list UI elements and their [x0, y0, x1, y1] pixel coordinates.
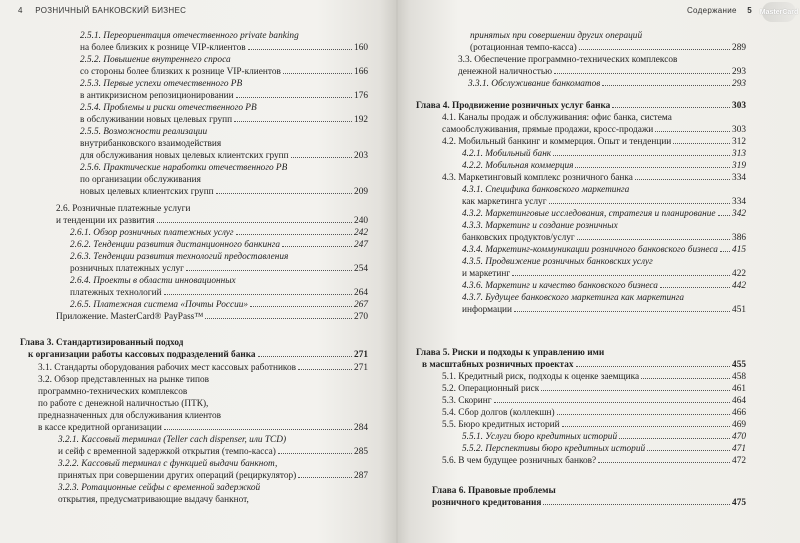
toc-entry-title: к организации работы кассовых подразделений банка [28, 350, 256, 360]
toc-entry-title: 5.4. Сбор долгов (коллекшн) [442, 408, 555, 418]
toc-entry-page-number: 455 [732, 360, 746, 370]
toc-leader-dots [216, 193, 352, 194]
toc-entry-title: самообслуживания, прямые продажи, кросс-продажи [442, 125, 654, 135]
toc-entry-page-number: 451 [732, 305, 746, 315]
toc-entry-title: Глава 3. Стандартизированный подход [20, 338, 184, 348]
toc-leader-dots [577, 239, 730, 240]
toc-entry-title: 3.3. Обеспечение программно-технических комплексов [458, 55, 678, 65]
toc-entry [80, 79, 368, 90]
toc-entry-page-number: 472 [732, 456, 746, 466]
toc-entry [462, 432, 746, 443]
toc-entry-page-number: 270 [354, 312, 368, 322]
toc-leader-dots [250, 306, 352, 307]
toc-entry-title: Глава 5. Риски и подходы к управлению ими [416, 348, 605, 358]
toc-entry [70, 264, 368, 275]
toc-entry-page-number: 192 [354, 115, 368, 125]
toc-entry-title: 2.6. Розничные платежные услуги [56, 204, 191, 214]
toc-entry-page-number: 461 [732, 384, 746, 394]
toc-entry [58, 483, 368, 494]
toc-leader-dots [579, 49, 730, 50]
toc-entry-page-number: 254 [354, 264, 368, 274]
toc-leader-dots [673, 143, 730, 144]
toc-entry-page-number: 267 [354, 300, 368, 310]
toc-entry-title: информации [462, 305, 513, 315]
toc-entry [442, 396, 746, 407]
toc-entry-title: как маркетинга услуг [462, 197, 547, 207]
toc-leader-dots [282, 246, 352, 247]
toc-entry [58, 447, 368, 458]
toc-leader-dots [514, 311, 730, 312]
toc-leader-dots [283, 73, 352, 74]
toc-entry [462, 444, 746, 455]
toc-entry-title: 4.2.1. Мобильный банк [462, 149, 552, 159]
left-running-head: РОЗНИЧНЫЙ БАНКОВСКИЙ БИЗНЕС [35, 6, 187, 15]
toc-leader-dots [236, 234, 353, 235]
toc-entry-title: 5.3. Скоринг [442, 396, 492, 406]
toc-entry-title: 2.6.5. Платежная система «Почты России» [70, 300, 249, 310]
toc-entry [442, 173, 746, 184]
toc-entry [442, 384, 746, 395]
toc-entry-title: 5.5.2. Перспективы бюро кредитных историй [462, 444, 646, 454]
toc-entry [462, 161, 746, 172]
toc-leader-dots [557, 414, 730, 415]
toc-entry [80, 127, 368, 138]
toc-entry [80, 139, 368, 150]
toc-entry [462, 269, 746, 280]
toc-entry [442, 137, 746, 148]
toc-entry-page-number: 458 [732, 372, 746, 382]
toc-entry [470, 43, 746, 54]
toc-leader-dots [298, 369, 352, 370]
toc-leader-dots [619, 438, 730, 439]
toc-entry-title: 2.6.3. Тенденции развития технологий предоставления [70, 252, 289, 262]
toc-entry [28, 350, 368, 361]
toc-entry-page-number: 271 [354, 363, 368, 373]
toc-entry-title: 2.6.4. Проекты в области инновационных [70, 276, 236, 286]
toc-entry-title: 5.2. Операционный риск [442, 384, 540, 394]
toc-leader-dots [543, 504, 730, 505]
toc-entry [70, 252, 368, 263]
right-page [398, 0, 800, 543]
toc-entry-page-number: 240 [354, 216, 368, 226]
toc-entry-page-number: 284 [354, 423, 368, 433]
toc-entry-page-number: 176 [354, 91, 368, 101]
toc-entry [70, 288, 368, 299]
toc-leader-dots [157, 222, 352, 223]
toc-entry-title: 4.3.5. Продвижение розничных банковских услуг [462, 257, 653, 267]
toc-entry-title: розничных платежных услуг [70, 264, 184, 274]
toc-entry-page-number: 303 [732, 101, 746, 111]
toc-entry-title: банковских продуктов/услуг [462, 233, 575, 243]
toc-entry-title: принятых при совершении других операций (рециркулятор) [58, 471, 297, 481]
toc-entry-title: (ротационная темпо-касса) [470, 43, 577, 53]
toc-entry-title: 4.1. Каналы продаж и обслуживания: офис банка, система [442, 113, 672, 123]
toc-entry-page-number: 319 [732, 161, 746, 171]
toc-entry-title: в обслуживании новых целевых групп [80, 115, 233, 125]
toc-entry-title: открытия, предусматривающие выдачу банкнот, [58, 495, 249, 505]
toc-entry-title: розничного кредитования [432, 498, 542, 508]
toc-entry [462, 305, 746, 316]
toc-entry-page-number: 334 [732, 197, 746, 207]
toc-entry [462, 185, 746, 196]
toc-entry [442, 408, 746, 419]
toc-entry [442, 420, 746, 431]
toc-entry [80, 91, 368, 102]
toc-entry-title: Глава 4. Продвижение розничных услуг банка [416, 101, 611, 111]
toc-entry [462, 233, 746, 244]
toc-entry-page-number: 475 [732, 498, 746, 508]
right-running-header [687, 6, 752, 15]
toc-entry [80, 67, 368, 78]
toc-entry [80, 103, 368, 114]
toc-leader-dots [718, 215, 731, 216]
toc-entry-title: 2.6.1. Обзор розничных платежных услуг [70, 228, 234, 238]
toc-entry-title: в масштабных розничных проектах [422, 360, 574, 370]
toc-leader-dots [298, 477, 352, 478]
toc-entry [56, 312, 368, 323]
toc-leader-dots [612, 107, 730, 108]
toc-entry-page-number: 313 [732, 149, 746, 159]
toc-entry [20, 338, 368, 349]
toc-entry-title: 2.5.3. Первые успехи отечественного PB [80, 79, 243, 89]
toc-entry-page-number: 466 [732, 408, 746, 418]
toc-entry [38, 399, 368, 410]
toc-entry-page-number: 264 [354, 288, 368, 298]
toc-leader-dots [541, 390, 730, 391]
toc-entry-page-number: 289 [732, 43, 746, 53]
toc-entry-page-number: 422 [732, 269, 746, 279]
toc-entry [442, 372, 746, 383]
toc-leader-dots [655, 131, 730, 132]
toc-entry-page-number: 271 [354, 350, 368, 360]
toc-entry [442, 456, 746, 467]
toc-entry [70, 228, 368, 239]
toc-leader-dots [641, 378, 730, 379]
toc-entry [470, 31, 746, 42]
left-page-number: 4 [18, 6, 23, 15]
toc-leader-dots [234, 121, 352, 122]
toc-entry [468, 79, 746, 90]
toc-leader-dots [186, 270, 352, 271]
toc-entry [58, 459, 368, 470]
toc-entry-title: 3.2.3. Ротационные сейфы с временной задержкой [58, 483, 261, 493]
toc-entry-title: принятых при совершении других операций [470, 31, 643, 41]
toc-entry [80, 187, 368, 198]
toc-entry [462, 149, 746, 160]
toc-entry-title: по организации обслуживания [80, 175, 201, 185]
toc-leader-dots [164, 429, 352, 430]
toc-entry-title: Приложение. MasterCard® PayPass™ [56, 312, 204, 322]
toc-entry-title: 5.1. Кредитный риск, подходы к оценке заемщика [442, 372, 640, 382]
toc-entry-title: 4.3.3. Маркетинг и создание розничных [462, 221, 618, 231]
toc-entry-title: 2.5.5. Возможности реализации [80, 127, 208, 137]
toc-leader-dots [512, 275, 730, 276]
toc-leader-dots [549, 203, 731, 204]
toc-entry-page-number: 470 [732, 432, 746, 442]
toc-entry-page-number: 442 [732, 281, 746, 291]
toc-entry-title: 5.6. В чем будущее розничных банков? [442, 456, 597, 466]
toc-entry [462, 281, 746, 292]
toc-entry-title: 2.6.2. Тенденции развития дистанционного банкинга [70, 240, 281, 250]
toc-entry [80, 115, 368, 126]
toc-entry-page-number: 334 [732, 173, 746, 183]
toc-entry [422, 360, 746, 371]
toc-entry [70, 240, 368, 251]
toc-entry [458, 55, 746, 66]
toc-entry [432, 486, 746, 497]
toc-entry-title: 2.5.6. Практические наработки отечественного PB [80, 163, 288, 173]
toc-entry [462, 197, 746, 208]
toc-entry-title: программно-технических комплексов [38, 387, 188, 397]
toc-entry-page-number: 285 [354, 447, 368, 457]
toc-entry-title: со стороны более близких к рознице VIP-клиентов [80, 67, 281, 77]
toc-entry [80, 175, 368, 186]
toc-entry-title: по работе с денежной наличностью (ПТК), [38, 399, 209, 409]
toc-entry-title: предназначенных для обслуживания клиентов [38, 411, 222, 421]
toc-entry [70, 276, 368, 287]
toc-entry-title: платежных технологий [70, 288, 162, 298]
left-page [0, 0, 396, 543]
toc-entry-page-number: 464 [732, 396, 746, 406]
toc-entry-page-number: 287 [354, 471, 368, 481]
toc-entry-title: и маркетинг [462, 269, 511, 279]
toc-leader-dots [562, 426, 730, 427]
toc-leader-dots [602, 85, 730, 86]
toc-entry-title: 2.5.2. Повышение внутреннего спроса [80, 55, 231, 65]
toc-leader-dots [236, 97, 352, 98]
toc-entry [70, 300, 368, 311]
toc-entry-page-number: 203 [354, 151, 368, 161]
toc-entry-title: 4.3.1. Специфика банковского маркетинга [462, 185, 630, 195]
toc-leader-dots [164, 294, 352, 295]
toc-entry-title: 3.2. Обзор представленных на рынке типов [38, 375, 210, 385]
right-page-number: 5 [747, 6, 752, 15]
toc-entry-title: 4.3.7. Будущее банковского маркетинга как маркетинга [462, 293, 685, 303]
toc-entry [38, 363, 368, 374]
toc-entry [56, 216, 368, 227]
toc-leader-dots [598, 462, 730, 463]
toc-entry-title: 4.3.4. Маркетинг-коммуникации розничного банковского бизнеса [462, 245, 718, 255]
toc-entry-page-number: 342 [732, 209, 746, 219]
toc-entry-title: в кассе кредитной организации [38, 423, 162, 433]
toc-leader-dots [660, 287, 730, 288]
toc-entry-title: и сейф с временной задержкой открытия (темпо-касса) [58, 447, 276, 457]
toc-leader-dots [635, 179, 730, 180]
toc-entry [58, 495, 368, 506]
toc-entry-title: 4.3.6. Маркетинг и качество банковского бизнеса [462, 281, 658, 291]
toc-entry [442, 113, 746, 124]
toc-leader-dots [248, 49, 352, 50]
toc-entry-title: 2.5.1. Переориентация отечественного private banking [80, 31, 299, 41]
toc-entry-title: в антикризисном репозиционировании [80, 91, 234, 101]
toc-entry-page-number: 160 [354, 43, 368, 53]
toc-entry-page-number: 471 [732, 444, 746, 454]
toc-entry-title: новых целевых клиентских групп [80, 187, 214, 197]
toc-entry-page-number: 386 [732, 233, 746, 243]
toc-leader-dots [205, 318, 352, 319]
toc-entry [80, 151, 368, 162]
toc-leader-dots [554, 73, 730, 74]
toc-entry-title: 4.2. Мобильный банкинг и коммерция. Опыт и тенденции [442, 137, 672, 147]
toc-entry-title: 3.1. Стандарты оборудования рабочих мест кассовых работников [38, 363, 297, 373]
toc-entry [80, 31, 368, 42]
toc-entry-title: на более близких к рознице VIP-клиентов [80, 43, 246, 53]
toc-entry [58, 471, 368, 482]
toc-leader-dots [278, 453, 352, 454]
toc-entry-title: 4.3. Маркетинговый комплекс розничного банка [442, 173, 633, 183]
toc-entry [416, 101, 746, 112]
toc-entry-title: 3.3.1. Обслуживание банкоматов [468, 79, 601, 89]
toc-entry-page-number: 247 [354, 240, 368, 250]
right-running-head: Содержание [686, 6, 737, 15]
toc-entry [38, 387, 368, 398]
toc-entry-page-number: 469 [732, 420, 746, 430]
toc-entry-page-number: 293 [732, 67, 746, 77]
toc-entry-title: 4.3.2. Маркетинговые исследования, стратегия и планирование [462, 209, 716, 219]
toc-entry-page-number: 293 [732, 79, 746, 89]
toc-entry [38, 375, 368, 386]
toc-entry-title: 4.2.2. Мобильная коммерция [462, 161, 574, 171]
toc-leader-dots [576, 366, 731, 367]
toc-entry [80, 55, 368, 66]
toc-entry [38, 411, 368, 422]
toc-entry-page-number: 303 [732, 125, 746, 135]
mastercard-logo: MasterCard [762, 2, 796, 22]
toc-entry-title: для обслуживания новых целевых клиентских групп [80, 151, 289, 161]
toc-entry [80, 43, 368, 54]
toc-entry [462, 209, 746, 220]
toc-entry-title: и тенденции их развития [56, 216, 155, 226]
toc-entry [416, 348, 746, 359]
toc-leader-dots [291, 157, 352, 158]
left-running-header [18, 6, 186, 15]
toc-entry [38, 423, 368, 434]
toc-entry-title: 3.2.2. Кассовый терминал с функцией выдачи банкнот, [58, 459, 278, 469]
toc-entry [462, 245, 746, 256]
toc-leader-dots [258, 356, 352, 357]
toc-entry-title: 3.2.1. Кассовый терминал (Teller cach dispenser, или TCD) [58, 435, 287, 445]
toc-entry-page-number: 312 [732, 137, 746, 147]
toc-entry-title: 5.5. Бюро кредитных историй [442, 420, 560, 430]
toc-entry [56, 204, 368, 215]
toc-entry [462, 293, 746, 304]
toc-entry [432, 498, 746, 509]
toc-entry [80, 163, 368, 174]
toc-entry-title: внутрибанковского взаимодействия [80, 139, 222, 149]
toc-entry-page-number: 209 [354, 187, 368, 197]
toc-entry [462, 257, 746, 268]
toc-entry [442, 125, 746, 136]
toc-entry-page-number: 166 [354, 67, 368, 77]
toc-leader-dots [553, 155, 730, 156]
toc-entry-page-number: 242 [354, 228, 368, 238]
toc-leader-dots [575, 167, 730, 168]
toc-leader-dots [720, 251, 730, 252]
toc-entry-title: денежной наличностью [458, 67, 553, 77]
toc-leader-dots [647, 450, 730, 451]
toc-entry-title: 2.5.4. Проблемы и риски отечественного PB [80, 103, 257, 113]
toc-leader-dots [494, 402, 730, 403]
toc-entry-title: 5.5.1. Услуги бюро кредитных историй [462, 432, 618, 442]
toc-entry-page-number: 415 [732, 245, 746, 255]
toc-entry [462, 221, 746, 232]
toc-entry-title: Глава 6. Правовые проблемы [432, 486, 556, 496]
toc-entry [458, 67, 746, 78]
toc-entry [58, 435, 368, 446]
